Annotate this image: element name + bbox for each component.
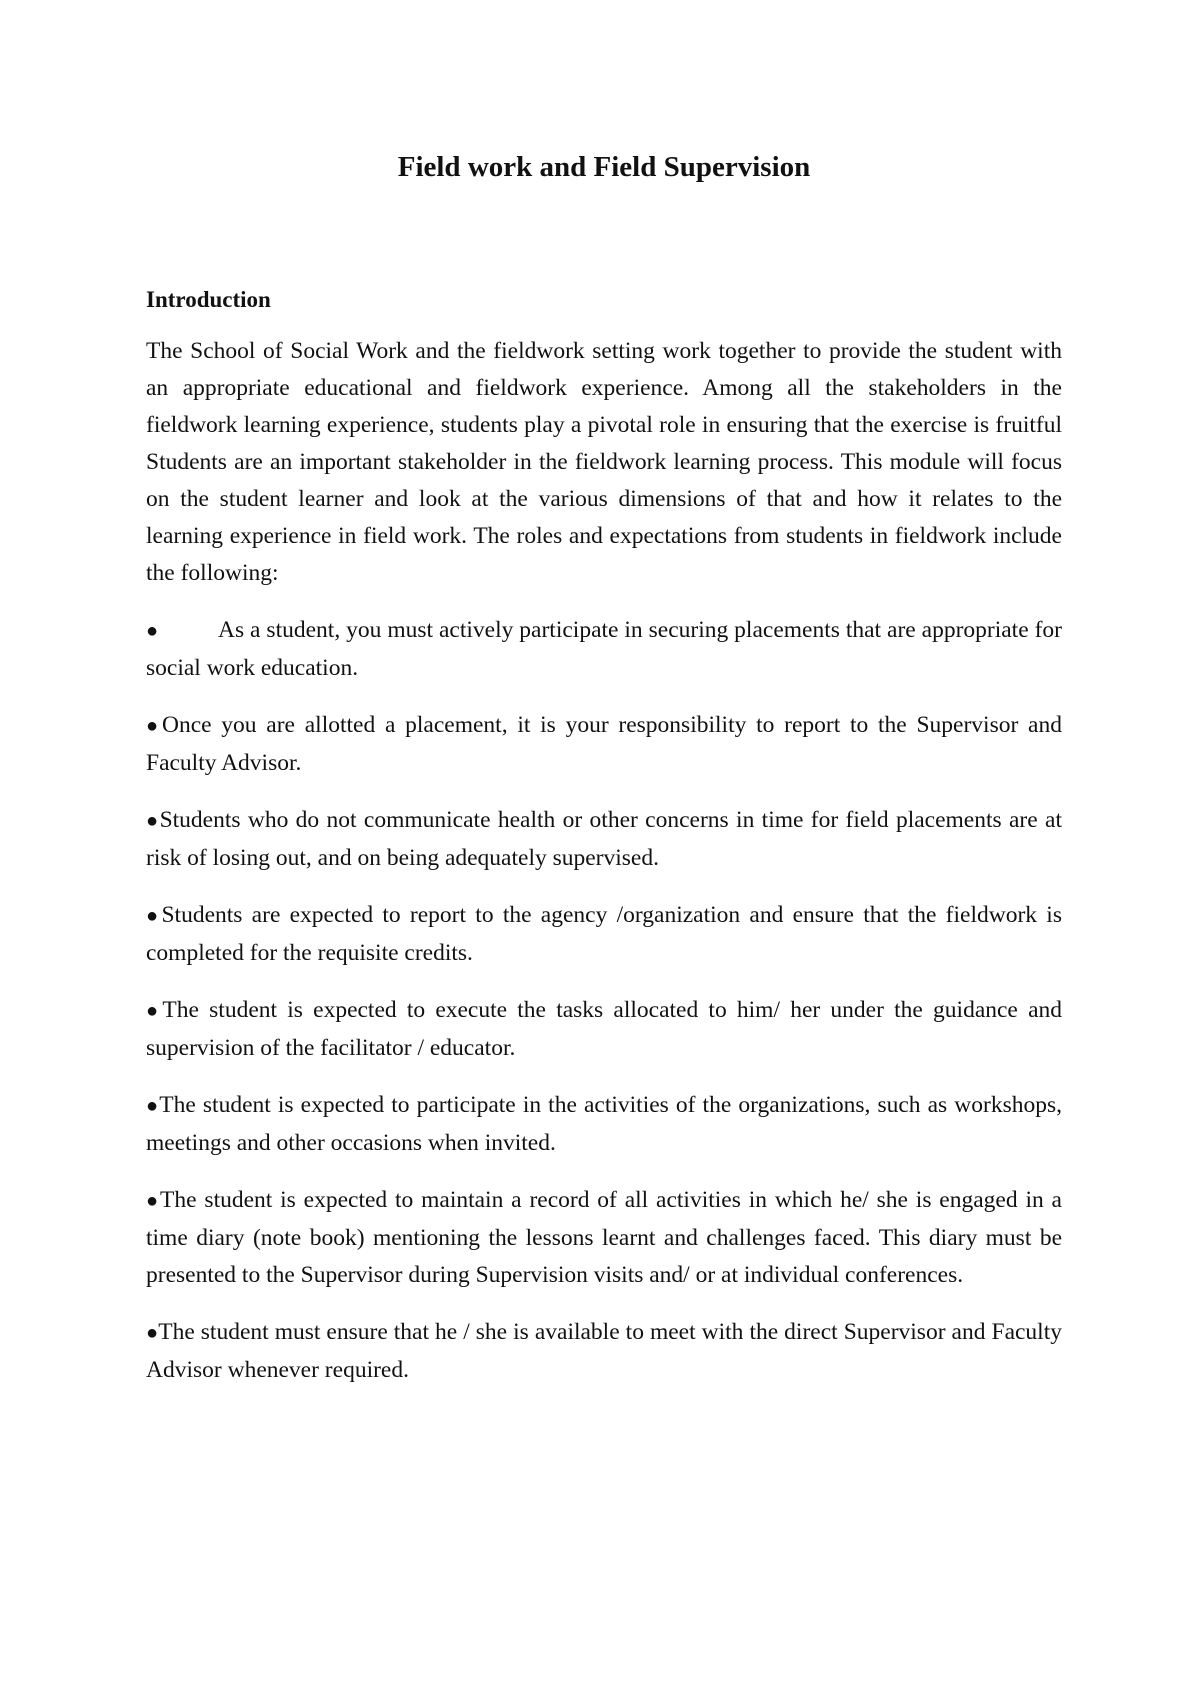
expectations-list <box>146 612 1062 1389</box>
bullet-icon: ● <box>146 1094 160 1117</box>
list-item <box>146 707 1062 782</box>
document-content <box>146 150 1062 1409</box>
bullet-icon: ● <box>146 999 163 1022</box>
bullet-icon: ● <box>146 809 160 832</box>
bullet-icon: ● <box>146 1321 159 1344</box>
bullet-icon: ● <box>146 1189 161 1212</box>
list-item <box>146 1182 1062 1294</box>
list-item <box>146 612 1062 687</box>
list-item-text: Once you are allotted a placement, it is your responsibility to report to the Supervisor and Faculty Advisor. <box>146 711 1062 776</box>
bullet-icon: ● <box>146 714 162 737</box>
list-item-text: Students who do not communicate health or other concerns in time for field placements are at risk of losing out, and on being adequately supervised. <box>146 806 1062 871</box>
bullet-icon: ● <box>146 619 159 642</box>
intro-paragraph: The School of Social Work and the fieldwork setting work together to provide the student with an appropriate educational and fieldwork experience. Among all the stakeholders in the fieldwork learning experience, students play a pivotal role in ensuring that the exercise is fruitful Students are an important stakeholder in the fieldwork learning process. This module will focus on the student learner and look at the various dimensions of that and how it relates to the learning experience in field work. The roles and expectations from students in fieldwork include the following: <box>146 337 1062 586</box>
list-item-text: Students are expected to report to the agency /organization and ensure that the fieldwork is completed for the requisite credits. <box>146 901 1062 966</box>
list-item-text: The student must ensure that he / she is available to meet with the direct Supervisor and Faculty Advisor whenever required. <box>146 1318 1062 1383</box>
document-title: Field work and Field Supervision <box>397 151 811 183</box>
section-heading-introduction: Introduction <box>146 286 271 312</box>
bullet-icon: ● <box>146 904 162 927</box>
list-item <box>146 897 1062 972</box>
list-item <box>146 802 1062 877</box>
list-item <box>146 992 1062 1067</box>
list-item-text: The student is expected to participate in the activities of the organizations, such as workshops, meetings and other occasions when invited. <box>146 1091 1062 1156</box>
list-item-text: As a student, you must actively participate in securing placements that are appropriate for social work education. <box>146 616 1062 681</box>
list-item <box>146 1314 1062 1389</box>
list-item-text: The student is expected to execute the tasks allocated to him/ her under the guidance and supervision of the facilitator / educator. <box>146 996 1062 1061</box>
list-item-text: The student is expected to maintain a record of all activities in which he/ she is engaged in a time diary (note book) mentioning the lessons learnt and challenges faced. This diary must be presented to the Supervisor during Supervision visits and/ or at individual conferences. <box>146 1186 1062 1288</box>
list-item <box>146 1087 1062 1162</box>
